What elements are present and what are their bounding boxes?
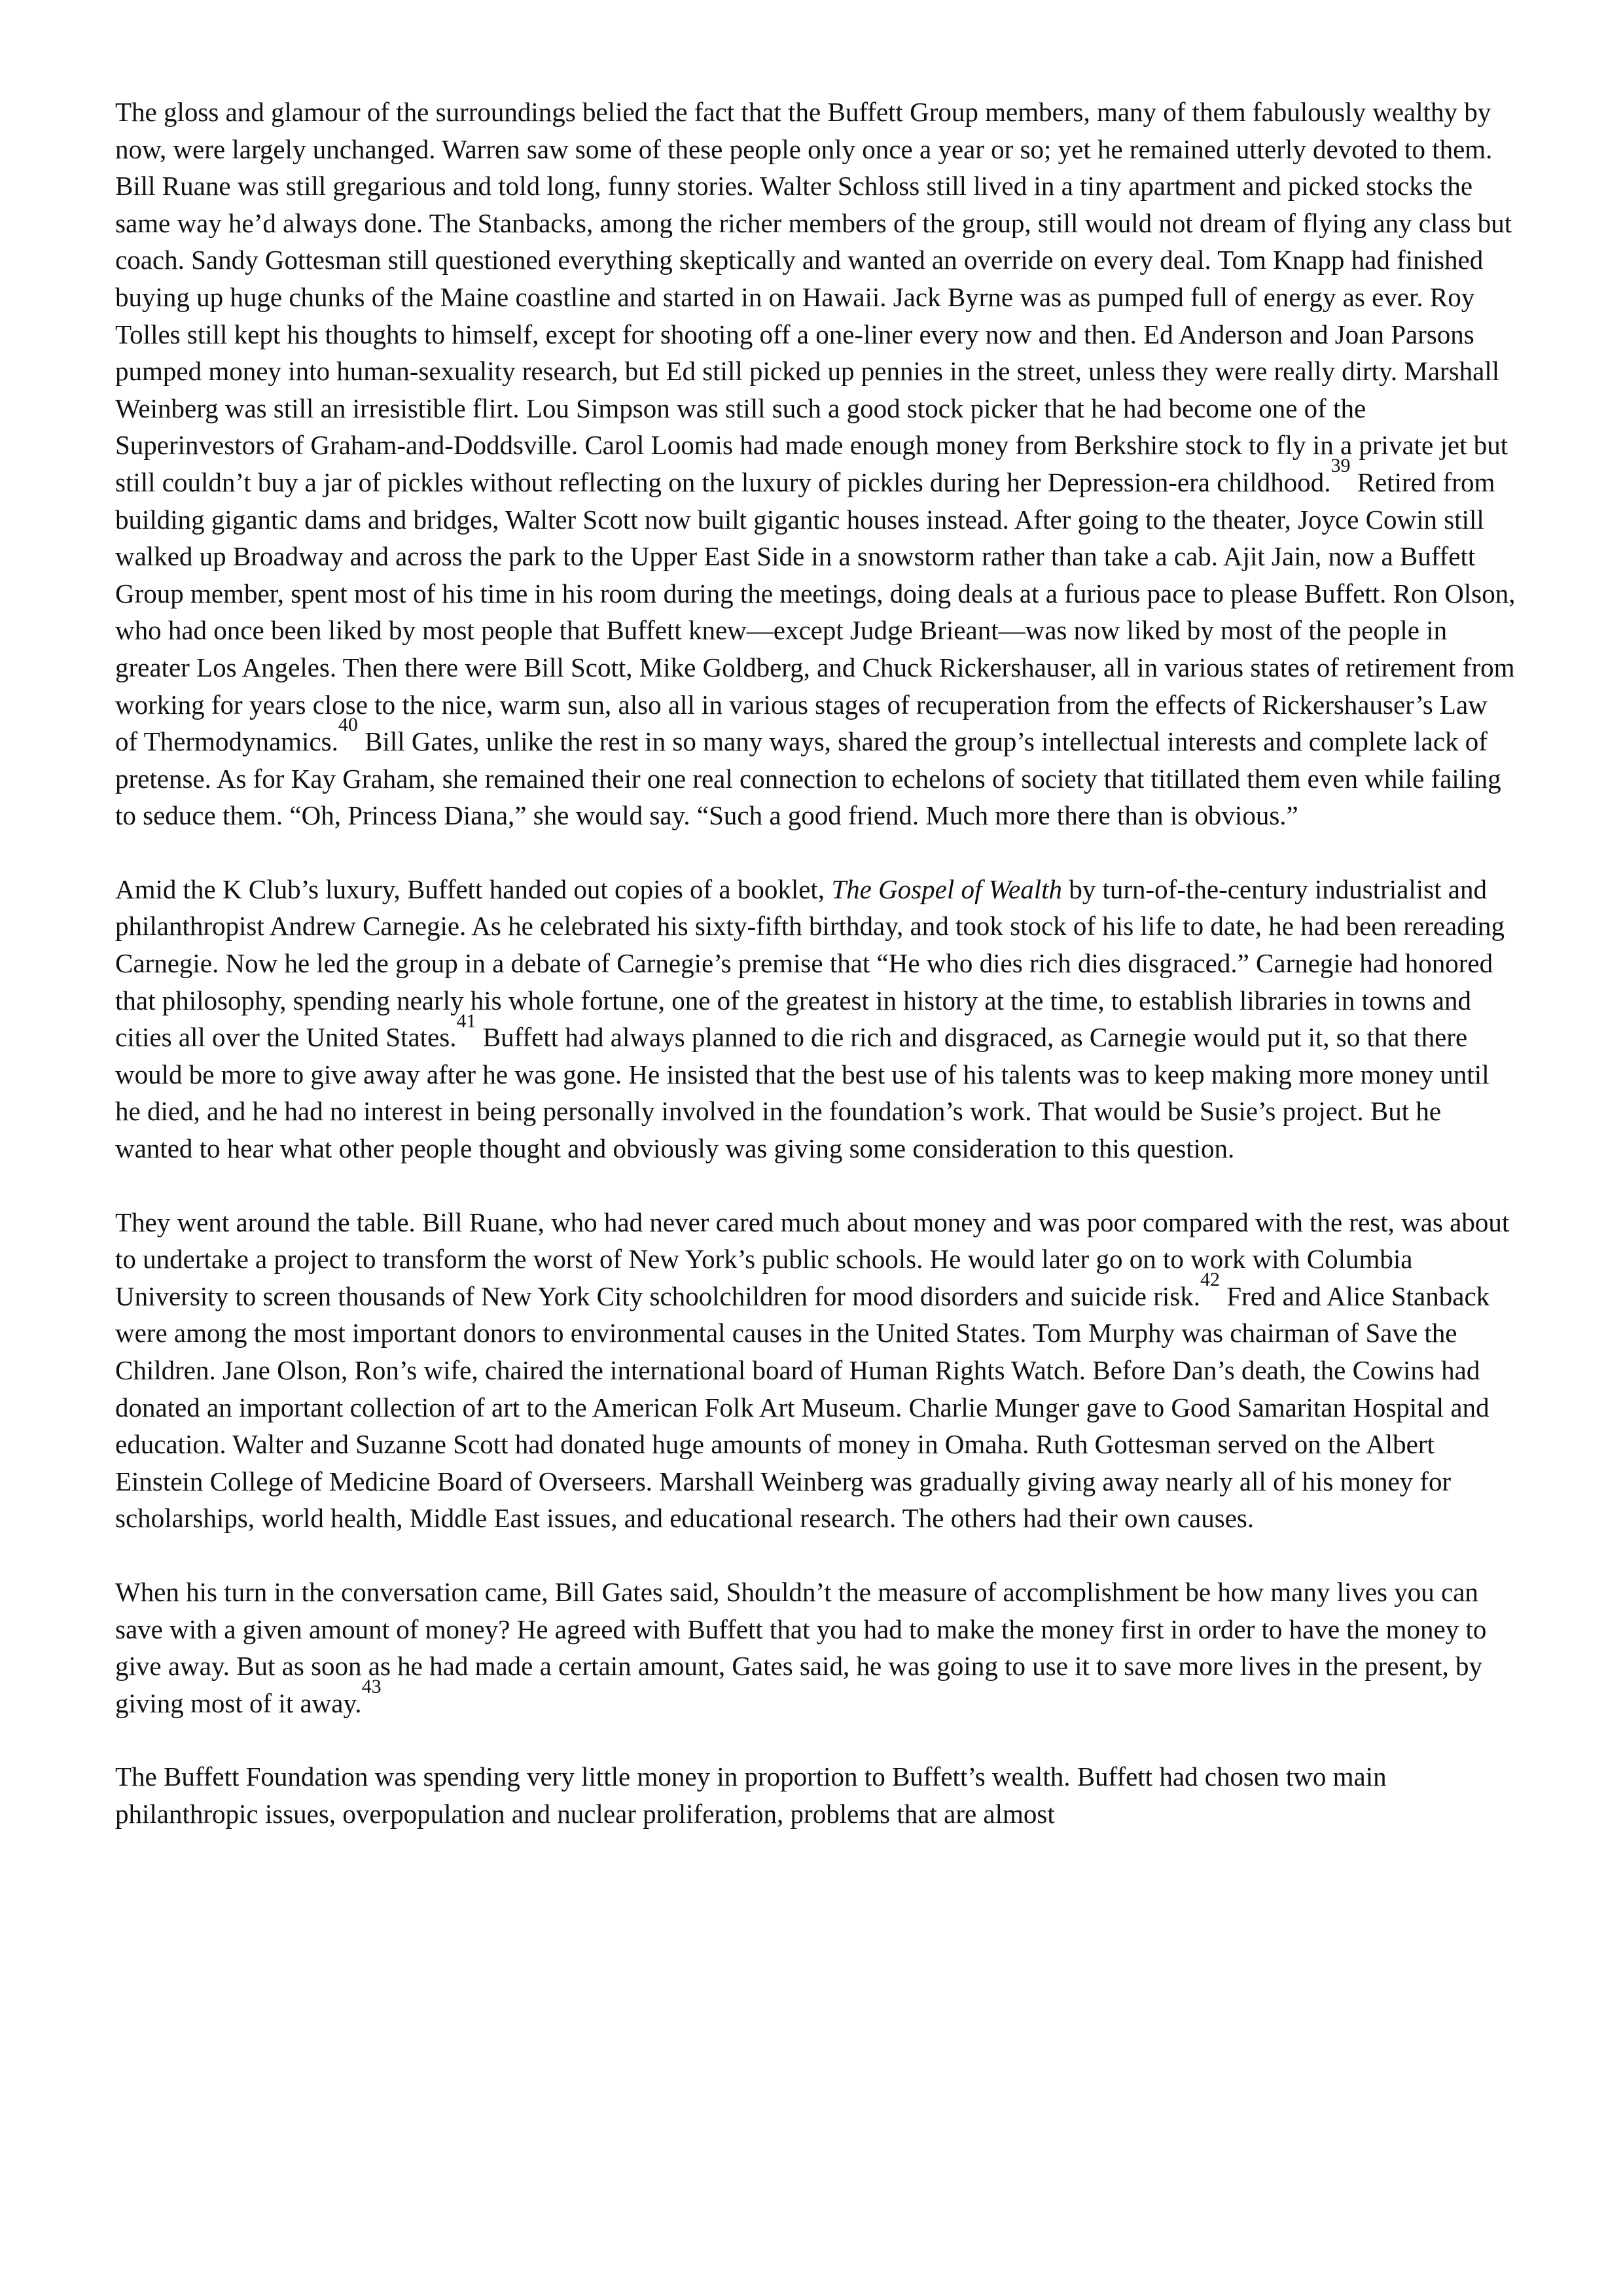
text-segment: They went around the table. Bill Ruane, who had never cared much about money and was poor compared with the rest, was about to undertake a project to transform the worst of New York’s public schools. He would later go on to work with Columbia University to screen thousands of New York City schoolchildren for mood disorders and suicide risk. bbox=[115, 1207, 1510, 1311]
text-segment: Amid the K Club’s luxury, Buffett handed out copies of a booklet, bbox=[115, 874, 832, 904]
paragraph-5 bbox=[115, 1758, 1516, 1832]
text-segment: The gloss and glamour of the surroundings belied the fact that the Buffett Group members, many of them fabulously wealthy by now, were largely unchanged. Warren saw some of these people only once a year or so; yet he remained utterly devoted to them. Bill Ruane was still gregarious and told long, funny stories. Walter Schloss still lived in a tiny apartment and picked stocks the same way he’d always done. The Stanbacks, among the richer members of the group, still would not dream of flying any class but coach. Sandy Gottesman still questioned everything skeptically and wanted an override on every deal. Tom Knapp had finished buying up huge chunks of the Maine coastline and started in on Hawaii. Jack Byrne was as pumped full of energy as ever. Roy Tolles still kept his thoughts to himself, except for shooting off a one-liner every now and then. Ed Anderson and Joan Parsons pumped money into human-sexuality research, but Ed still picked up pennies in the street, unless they were really dirty. Marshall Weinberg was still an irresistible flirt. Lou Simpson was still such a good stock picker that he had become one of the Superinvestors of Graham-and-Doddsville. Carol Loomis had made enough money from Berkshire stock to fly in a private jet but still couldn’t buy a jar of pickles without reflecting on the luxury of pickles during her Depression-era childhood. bbox=[115, 97, 1512, 497]
text-segment: Bill Gates, unlike the rest in so many ways, shared the group’s intellectual interests and complete lack of pretense. As for Kay Graham, she remained their one real connection to echelons of society that titillated them even while failing to seduce them. “Oh, Princess Diana,” she would say. “Such a good friend. Much more there than is obvious.” bbox=[115, 726, 1501, 831]
text-segment: Retired from building gigantic dams and bridges, Walter Scott now built gigantic houses instead. After going to the theater, Joyce Cowin still walked up Broadway and across the park to the Upper East Side in a snowstorm rather than take a cab. Ajit Jain, now a Buffett Group member, spent most of his time in his room during the meetings, doing deals at a furious pace to please Buffett. Ron Olson, who had once been liked by most people that Buffett knew—except Judge Brieant—was now liked by most of the people in greater Los Angeles. Then there were Bill Scott, Mike Goldberg, and Chuck Rickershauser, all in various states of retirement from working for years close to the nice, warm sun, also all in various stages of recuperation from the effects of Rickershauser’s Law of Thermodynamics. bbox=[115, 467, 1516, 757]
footnote-ref: 43 bbox=[361, 1676, 382, 1698]
paragraph-4 bbox=[115, 1574, 1516, 1722]
document-page bbox=[115, 94, 1516, 1833]
paragraph-3 bbox=[115, 1204, 1516, 1537]
book-title: The Gospel of Wealth bbox=[831, 874, 1062, 904]
text-segment: by turn-of-the-century industrialist and philanthropist Andrew Carnegie. As he celebrated his sixty-fifth birthday, and took stock of his life to date, he had been rereading Carnegie. Now he led the group in a debate of Carnegie’s premise that “He who dies rich dies disgraced.” Carnegie had honored that philosophy, spending nearly his whole fortune, one of the greatest in history at the time, to establish libraries in towns and cities all over the United States. bbox=[115, 874, 1505, 1053]
footnote-ref: 40 bbox=[338, 714, 358, 736]
footnote-ref: 39 bbox=[1330, 455, 1351, 477]
text-segment: Buffett had always planned to die rich and disgraced, as Carnegie would put it, so that there would be more to give away after he was gone. He insisted that the best use of his talents was to keep making more money until he died, and he had no interest in being personally involved in the foundation’s work. That would be Susie’s project. But he wanted to hear what other people thought and obviously was giving some consideration to this question. bbox=[115, 1022, 1489, 1164]
text-segment: When his turn in the conversation came, Bill Gates said, Shouldn’t the measure of accomplishment be how many lives you can save with a given amount of money? He agreed with Buffett that you had to make the money first in order to have the money to give away. But as soon as he had made a certain amount, Gates said, he was going to use it to save more lives in the present, by giving most of it away. bbox=[115, 1576, 1487, 1718]
paragraph-1 bbox=[115, 94, 1516, 834]
footnote-ref: 42 bbox=[1200, 1269, 1220, 1291]
text-segment: The Buffett Foundation was spending very little money in proportion to Buffett’s wealth. Buffett had chosen two main philanthropic issues, overpopulation and nuclear proliferation, problems that are almost bbox=[115, 1761, 1387, 1829]
text-segment: Fred and Alice Stanback were among the most important donors to environmental causes in the United States. Tom Murphy was chairman of Save the Children. Jane Olson, Ron’s wife, chaired the international board of Human Rights Watch. Before Dan’s death, the Cowins had donated an important collection of art to the American Folk Art Museum. Charlie Munger gave to Good Samaritan Hospital and education. Walter and Suzanne Scott had donated huge amounts of money in Omaha. Ruth Gottesman served on the Albert Einstein College of Medicine Board of Overseers. Marshall Weinberg was gradually giving away nearly all of his money for scholarships, world health, Middle East issues, and educational research. The others had their own causes. bbox=[115, 1280, 1490, 1534]
paragraph-2 bbox=[115, 871, 1516, 1167]
footnote-ref: 41 bbox=[456, 1010, 476, 1032]
